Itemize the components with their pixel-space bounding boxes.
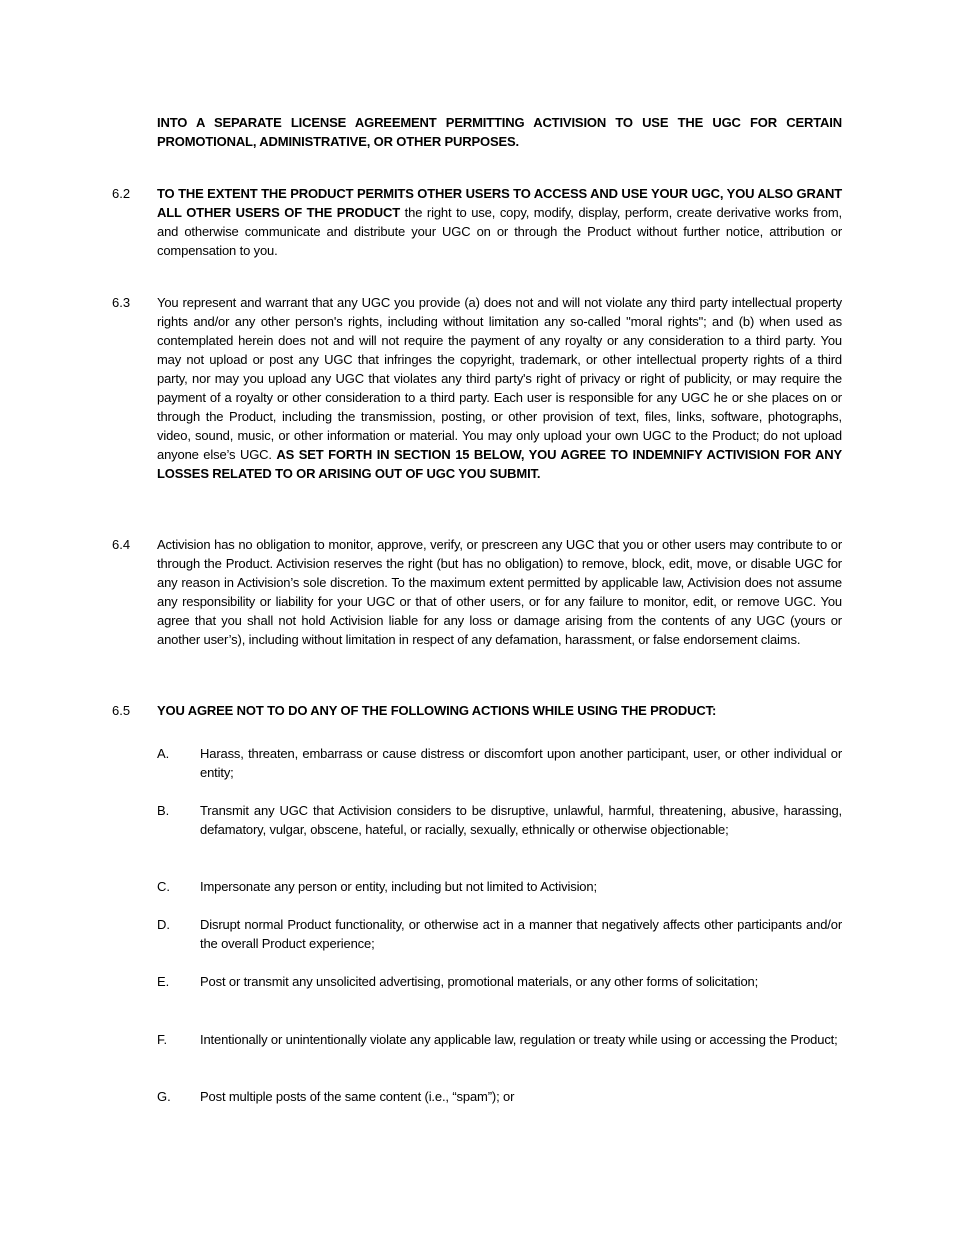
section-6-4-text: Activision has no obligation to monitor, approve, verify, or prescreen any UGC that you or other users may contribute to or through the Product. Activision reserves the right (but has no obligation) to remove, block, edit, move, or disable UGC for any reason in Activision’s sole discretion. To the maximum extent permitted by applicable law, Activision does not assume any responsibility or liability for your UGC or that of other users, or for any failure to monitor, edit, or remove UGC. You agree that you shall not hold Activision liable for any loss or damage arising from the contents of any UGC (yours or another user’s), including without limitation in respect of any defamation, harassment, or false endorsement claims. <box>157 537 842 647</box>
list-item-letter: A. <box>157 746 170 761</box>
list-item-letter: F. <box>157 1032 168 1047</box>
list-item-text: Post or transmit any unsolicited advertising, promotional materials, or any other forms of solicitation; <box>200 974 759 989</box>
section-6-2-paragraph <box>157 184 842 260</box>
section-6-3-text: You represent and warrant that any UGC you provide (a) does not and will not violate any third party intellectual property rights and/or any other person's rights, including without limitation any so-called "moral rights"; and (b) when used as contemplated herein does not and will not require the payment of any royalty or any consideration to a third party. You may not upload or post any UGC that infringes the copyright, trademark, or other intellectual property rights of a third party, nor may you upload any UGC that violates any third party's right of privacy or right of publicity, or may require the payment of a royalty or other consideration to a third party. Each user is responsible for any UGC he or she places on or through the Product, including the transmission, posting, or other provision of text, files, links, software, photographs, video, sound, music, or other information or material. You may only upload your own UGC to the Product; do not upload anyone else’s UGC. <box>157 295 842 462</box>
intro-paragraph <box>157 113 842 151</box>
list-item-text: Intentionally or unintentionally violate any applicable law, regulation or treaty while using or accessing the Product; <box>200 1032 838 1047</box>
intro-bold: INTO A SEPARATE LICENSE AGREEMENT PERMITTING ACTIVISION TO USE THE UGC FOR CERTAIN PROMOTIONAL, ADMINISTRATIVE, OR OTHER PURPOSES. <box>157 115 842 149</box>
list-item-letter: G. <box>157 1089 171 1104</box>
list-item-letter: D. <box>157 917 170 932</box>
section-6-2-bold: TO THE EXTENT THE PRODUCT PERMITS OTHER USERS TO ACCESS AND USE YOUR UGC, YOU ALSO GRANT ALL OTHER USERS OF THE PRODUCT <box>157 186 842 220</box>
section-6-4-number: 6.4 <box>112 537 131 552</box>
section-6-5-number: 6.5 <box>112 703 131 718</box>
list-item-letter: C. <box>157 879 170 894</box>
section-6-3-bold: AS SET FORTH IN SECTION 15 BELOW, YOU AGREE TO INDEMNIFY ACTIVISION FOR ANY LOSSES RELATED TO OR ARISING OUT OF UGC YOU SUBMIT. <box>157 447 843 481</box>
section-6-4-paragraph <box>157 535 842 649</box>
section-6-3-number: 6.3 <box>112 295 131 310</box>
list-item-letter: B. <box>157 803 170 818</box>
list-item-text: Transmit any UGC that Activision considers to be disruptive, unlawful, harmful, threatening, abusive, harassing, defamatory, vulgar, obscene, hateful, or racially, sexually, ethnically or otherwise objectionable; <box>200 803 842 837</box>
list-item-letter: E. <box>157 974 170 989</box>
section-6-2-text: the right to use, copy, modify, display, perform, create derivative works from, and otherwise communicate and distribute your UGC on or through the Product without further notice, attribution or compensation to you. <box>157 205 842 258</box>
list-item-text: Harass, threaten, embarrass or cause distress or discomfort upon another participant, user, or other individual or entity; <box>200 746 842 780</box>
list-item-text: Disrupt normal Product functionality, or otherwise act in a manner that negatively affects other participants and/or the overall Product experience; <box>200 917 842 951</box>
list-item-text: Impersonate any person or entity, including but not limited to Activision; <box>200 879 597 894</box>
section-6-3-paragraph <box>157 293 842 483</box>
section-6-5-heading <box>157 701 842 720</box>
section-6-5-bold: YOU AGREE NOT TO DO ANY OF THE FOLLOWING ACTIONS WHILE USING THE PRODUCT: <box>157 703 717 718</box>
list-item-text: Post multiple posts of the same content (i.e., “spam”); or <box>200 1089 515 1104</box>
section-6-2-number: 6.2 <box>112 186 131 201</box>
